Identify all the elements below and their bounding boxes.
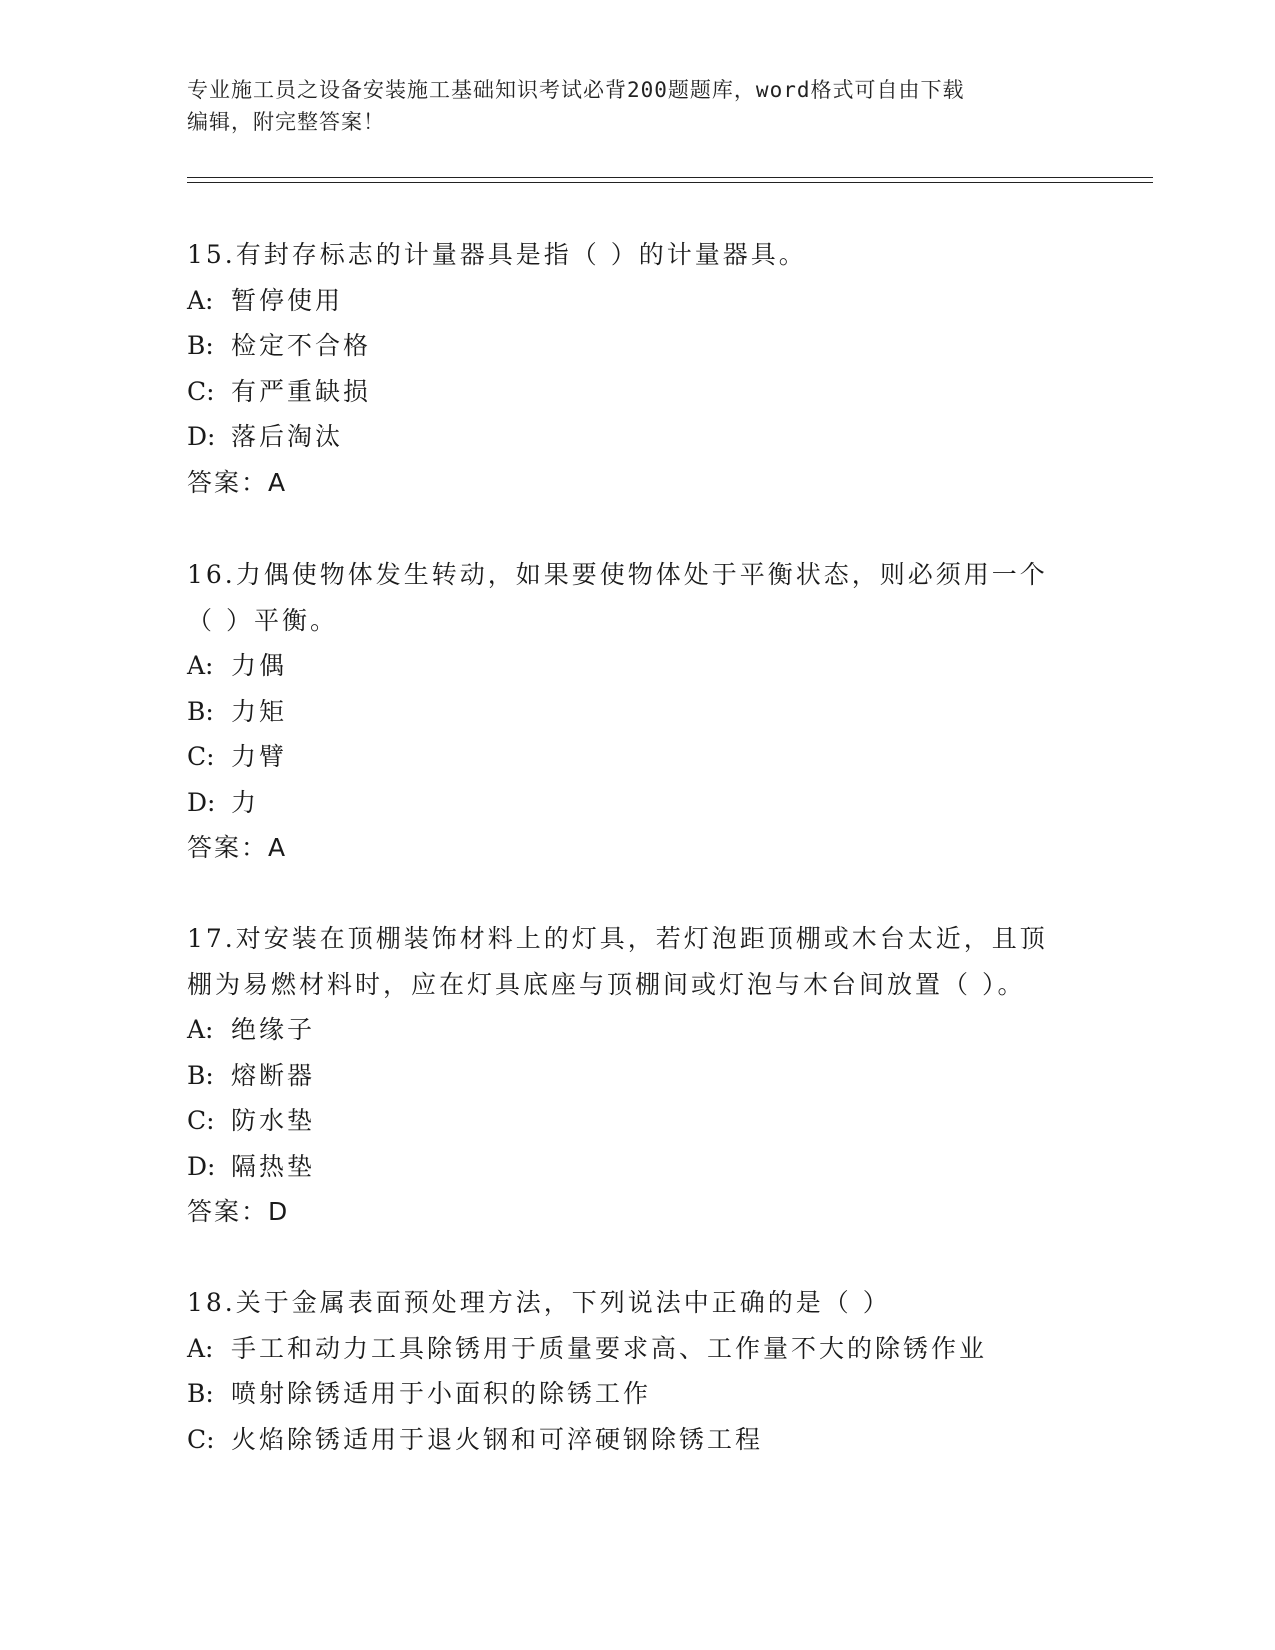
option-c <box>187 1098 1087 1144</box>
option-text: 力矩 <box>231 696 288 726</box>
option-letter: A: <box>187 651 214 680</box>
option-letter: A: <box>187 1333 214 1363</box>
question-17 <box>187 916 1087 1235</box>
question-stem-line-2: （ ）平衡。 <box>187 605 338 635</box>
question-stem-line-2: 棚为易燃材料时，应在灯具底座与顶棚间或灯泡与木台间放置（ ）。 <box>187 969 1026 999</box>
header-divider-bottom <box>187 182 1153 183</box>
option-c <box>187 369 1087 415</box>
option-d <box>187 780 1087 826</box>
question-15 <box>187 232 1087 505</box>
option-text: 熔断器 <box>231 1060 316 1090</box>
option-letter: C: <box>187 1424 215 1454</box>
option-text: 力偶 <box>231 651 288 680</box>
option-letter: C: <box>187 376 215 406</box>
header-divider-top <box>187 177 1153 178</box>
option-text: 有严重缺损 <box>231 376 372 406</box>
option-c <box>187 734 1087 780</box>
option-letter: D: <box>187 422 216 451</box>
option-letter: B: <box>187 1379 214 1408</box>
option-a <box>187 1007 1087 1053</box>
question-18 <box>187 1280 1087 1462</box>
option-text: 力 <box>231 787 260 817</box>
option-letter: D: <box>187 787 216 817</box>
answer-line: 答案：A <box>187 467 288 497</box>
option-letter: A: <box>187 285 214 315</box>
option-text: 隔热垫 <box>231 1151 316 1181</box>
document-header <box>187 74 1087 138</box>
option-b <box>187 323 1087 369</box>
option-text: 检定不合格 <box>231 331 372 360</box>
question-16 <box>187 552 1087 871</box>
option-text: 喷射除锈适用于小面积的除锈工作 <box>231 1379 652 1408</box>
question-stem: 15.有封存标志的计量器具是指（ ）的计量器具。 <box>187 240 807 269</box>
option-b <box>187 1053 1087 1099</box>
question-stem-line-1: 16.力偶使物体发生转动，如果要使物体处于平衡状态，则必须用一个 <box>187 560 1048 589</box>
option-letter: A: <box>187 1015 214 1044</box>
option-letter: B: <box>187 331 214 360</box>
question-stem: 18.关于金属表面预处理方法，下列说法中正确的是（ ） <box>187 1288 891 1317</box>
option-letter: C: <box>187 742 215 771</box>
option-letter: B: <box>187 1060 214 1090</box>
option-text: 防水垫 <box>231 1106 316 1135</box>
answer-line: 答案：D <box>187 1197 290 1226</box>
option-text: 绝缘子 <box>231 1015 316 1044</box>
option-letter: D: <box>187 1151 216 1181</box>
header-line-2: 编辑，附完整答案！ <box>187 110 385 134</box>
option-d <box>187 414 1087 460</box>
option-c <box>187 1417 1087 1463</box>
option-a <box>187 1326 1087 1372</box>
option-a <box>187 643 1087 689</box>
option-text: 落后淘汰 <box>231 422 344 451</box>
option-text: 暂停使用 <box>231 285 344 315</box>
option-b <box>187 689 1087 735</box>
answer-line: 答案：A <box>187 833 288 862</box>
option-d <box>187 1144 1087 1190</box>
option-letter: C: <box>187 1106 215 1135</box>
option-letter: B: <box>187 696 214 726</box>
option-text: 火焰除锈适用于退火钢和可淬硬钢除锈工程 <box>231 1424 764 1454</box>
option-b <box>187 1371 1087 1417</box>
option-text: 手工和动力工具除锈用于质量要求高、工作量不大的除锈作业 <box>231 1333 988 1363</box>
option-text: 力臂 <box>231 742 288 771</box>
question-stem-line-1: 17.对安装在顶棚装饰材料上的灯具，若灯泡距顶棚或木台太近，且顶 <box>187 924 1048 953</box>
option-a <box>187 278 1087 324</box>
header-line-1: 专业施工员之设备安装施工基础知识考试必背200题题库，word格式可自由下载 <box>187 78 965 102</box>
